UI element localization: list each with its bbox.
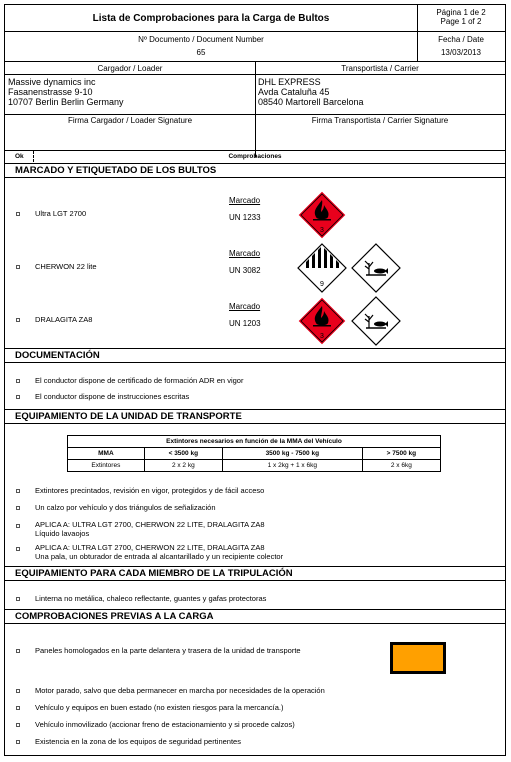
equip-item-1: Extintores precintados, revisión en vigor, protegidos y de fácil acceso	[35, 486, 265, 495]
doc-item-2: El conductor dispone de instrucciones escritas	[35, 392, 190, 401]
carrier-label: Transportista / Carrier	[341, 64, 419, 73]
equip-item-4-detail: Una pala, un obturador de entrada al alcantarillado y un recipiente colector	[35, 552, 284, 561]
pre-item-3: Vehículo y equipos en buen estado (no existen riesgos para la mercancía.)	[35, 703, 284, 712]
checkbox-pre-4[interactable]	[16, 723, 20, 727]
pre-item-1: Paneles homologados en la parte delantera y trasera de la unidad de transporte	[35, 646, 301, 655]
svg-text:3: 3	[320, 333, 324, 340]
flammable-liquid-icon	[297, 296, 347, 346]
table-header-mma: MMA	[68, 448, 145, 460]
equip-item-3-detail: Líquido lavaojos	[35, 529, 90, 538]
section-equipment: EQUIPAMIENTO DE LA UNIDAD DE TRANSPORTE	[5, 409, 505, 424]
checkbox-equip-4[interactable]	[16, 547, 20, 551]
page-number-es: Página 1 de 2	[436, 8, 486, 17]
product-name-2: CHERWON 22 lite	[35, 262, 97, 271]
checks-column-header: Comprobaciones	[228, 153, 282, 160]
carrier-street: Avda Cataluña 45	[258, 87, 330, 97]
marking-label-2: Marcado	[229, 249, 261, 258]
checkbox-equip-1[interactable]	[16, 489, 20, 493]
pre-item-2: Motor parado, salvo que deba permanecer en marcha por necesidades de la operación	[35, 686, 325, 695]
section-prechecks: COMPROBACIONES PREVIAS A LA CARGA	[5, 609, 505, 624]
carrier-address	[258, 77, 364, 107]
page-title: Lista de Comprobaciones para la Carga de Bultos	[92, 13, 330, 24]
orange-hazard-panel	[390, 642, 446, 674]
table-cell-medium: 1 x 2kg + 1 x 6kg	[222, 460, 362, 472]
checkbox-pre-1[interactable]	[16, 649, 20, 653]
loader-label: Cargador / Loader	[97, 64, 163, 73]
equip-item-2: Un calzo por vehículo y dos triángulos de señalización	[35, 503, 216, 512]
checkbox-pre-5[interactable]	[16, 740, 20, 744]
equip-item-3-applies: APLICA A: ULTRA LGT 2700, CHERWON 22 LITE, DRALAGITA ZA8	[35, 520, 265, 529]
un-number-2: UN 3082	[229, 266, 261, 275]
doc-item-1: El conductor dispone de certificado de formación ADR en vigor	[35, 376, 244, 385]
doc-number-value: 65	[196, 48, 206, 57]
checkbox-crew-1[interactable]	[16, 597, 20, 601]
extinguisher-table-caption: Extintores necesarios en función de la MMA del Vehículo	[68, 436, 441, 448]
doc-number-label: Nº Documento / Document Number	[138, 35, 264, 44]
checkbox-pre-3[interactable]	[16, 706, 20, 710]
crew-item-1: Linterna no metálica, chaleco reflectante, guantes y gafas protectoras	[35, 594, 267, 603]
checkbox-equip-2[interactable]	[16, 506, 20, 510]
table-cell-small: 2 x 2 kg	[144, 460, 222, 472]
ok-column-header: Ok	[15, 153, 24, 160]
table-cell-label: Extintores	[68, 460, 145, 472]
checkbox-marking-2[interactable]	[16, 265, 20, 269]
checkbox-doc-1[interactable]	[16, 379, 20, 383]
page-number-en: Page 1 of 2	[440, 17, 482, 26]
product-name-3: DRALAGITA ZA8	[35, 315, 93, 324]
table-cell-large: 2 x 6kg	[362, 460, 440, 472]
section-documentation: DOCUMENTACIÓN	[5, 348, 505, 363]
checklist-page	[4, 4, 506, 756]
environment-hazard-icon	[351, 296, 401, 346]
loader-address	[8, 77, 124, 107]
svg-text:3: 3	[320, 227, 324, 234]
loader-street: Fasanenstrasse 9-10	[8, 87, 93, 97]
date-value: 13/03/2013	[440, 48, 482, 57]
table-header-large: > 7500 kg	[362, 448, 440, 460]
equip-item-4	[35, 543, 283, 561]
section-crew: EQUIPAMIENTO PARA CADA MIEMBRO DE LA TRIPULACIÓN	[5, 566, 505, 581]
checkbox-pre-2[interactable]	[16, 689, 20, 693]
pre-item-5: Existencia en la zona de los equipos de seguridad pertinentes	[35, 737, 241, 746]
marking-label-1: Marcado	[229, 196, 261, 205]
un-number-1: UN 1233	[229, 213, 261, 222]
loader-name: Massive dynamics inc	[8, 77, 96, 87]
extinguisher-table	[67, 435, 441, 472]
equip-item-3	[35, 520, 265, 538]
svg-text:9: 9	[320, 281, 324, 288]
pre-item-4: Vehículo inmovilizado (accionar freno de estacionamiento y si procede calzos)	[35, 720, 295, 729]
un-number-3: UN 1203	[229, 319, 261, 328]
flammable-liquid-icon	[297, 190, 347, 240]
checkbox-marking-3[interactable]	[16, 318, 20, 322]
checkbox-marking-1[interactable]	[16, 212, 20, 216]
checkbox-doc-2[interactable]	[16, 395, 20, 399]
table-header-small: < 3500 kg	[144, 448, 222, 460]
marking-label-3: Marcado	[229, 302, 261, 311]
loader-signature-label: Firma Cargador / Loader Signature	[67, 116, 193, 125]
section-marking: MARCADO Y ETIQUETADO DE LOS BULTOS	[5, 163, 505, 178]
loader-city: 10707 Berlin Berlin Germany	[8, 97, 124, 107]
carrier-signature-label: Firma Transportista / Carrier Signature	[311, 116, 449, 125]
carrier-city: 08540 Martorell Barcelona	[258, 97, 364, 107]
table-header-medium: 3500 kg - 7500 kg	[222, 448, 362, 460]
environment-hazard-icon	[351, 243, 401, 293]
product-name-1: Ultra LGT 2700	[35, 209, 87, 218]
date-label: Fecha / Date	[438, 35, 484, 44]
equip-item-4-applies: APLICA A: ULTRA LGT 2700, CHERWON 22 LITE, DRALAGITA ZA8	[35, 543, 265, 552]
checkbox-equip-3[interactable]	[16, 524, 20, 528]
class-9-misc-icon	[297, 243, 347, 293]
carrier-name: DHL EXPRESS	[258, 77, 321, 87]
